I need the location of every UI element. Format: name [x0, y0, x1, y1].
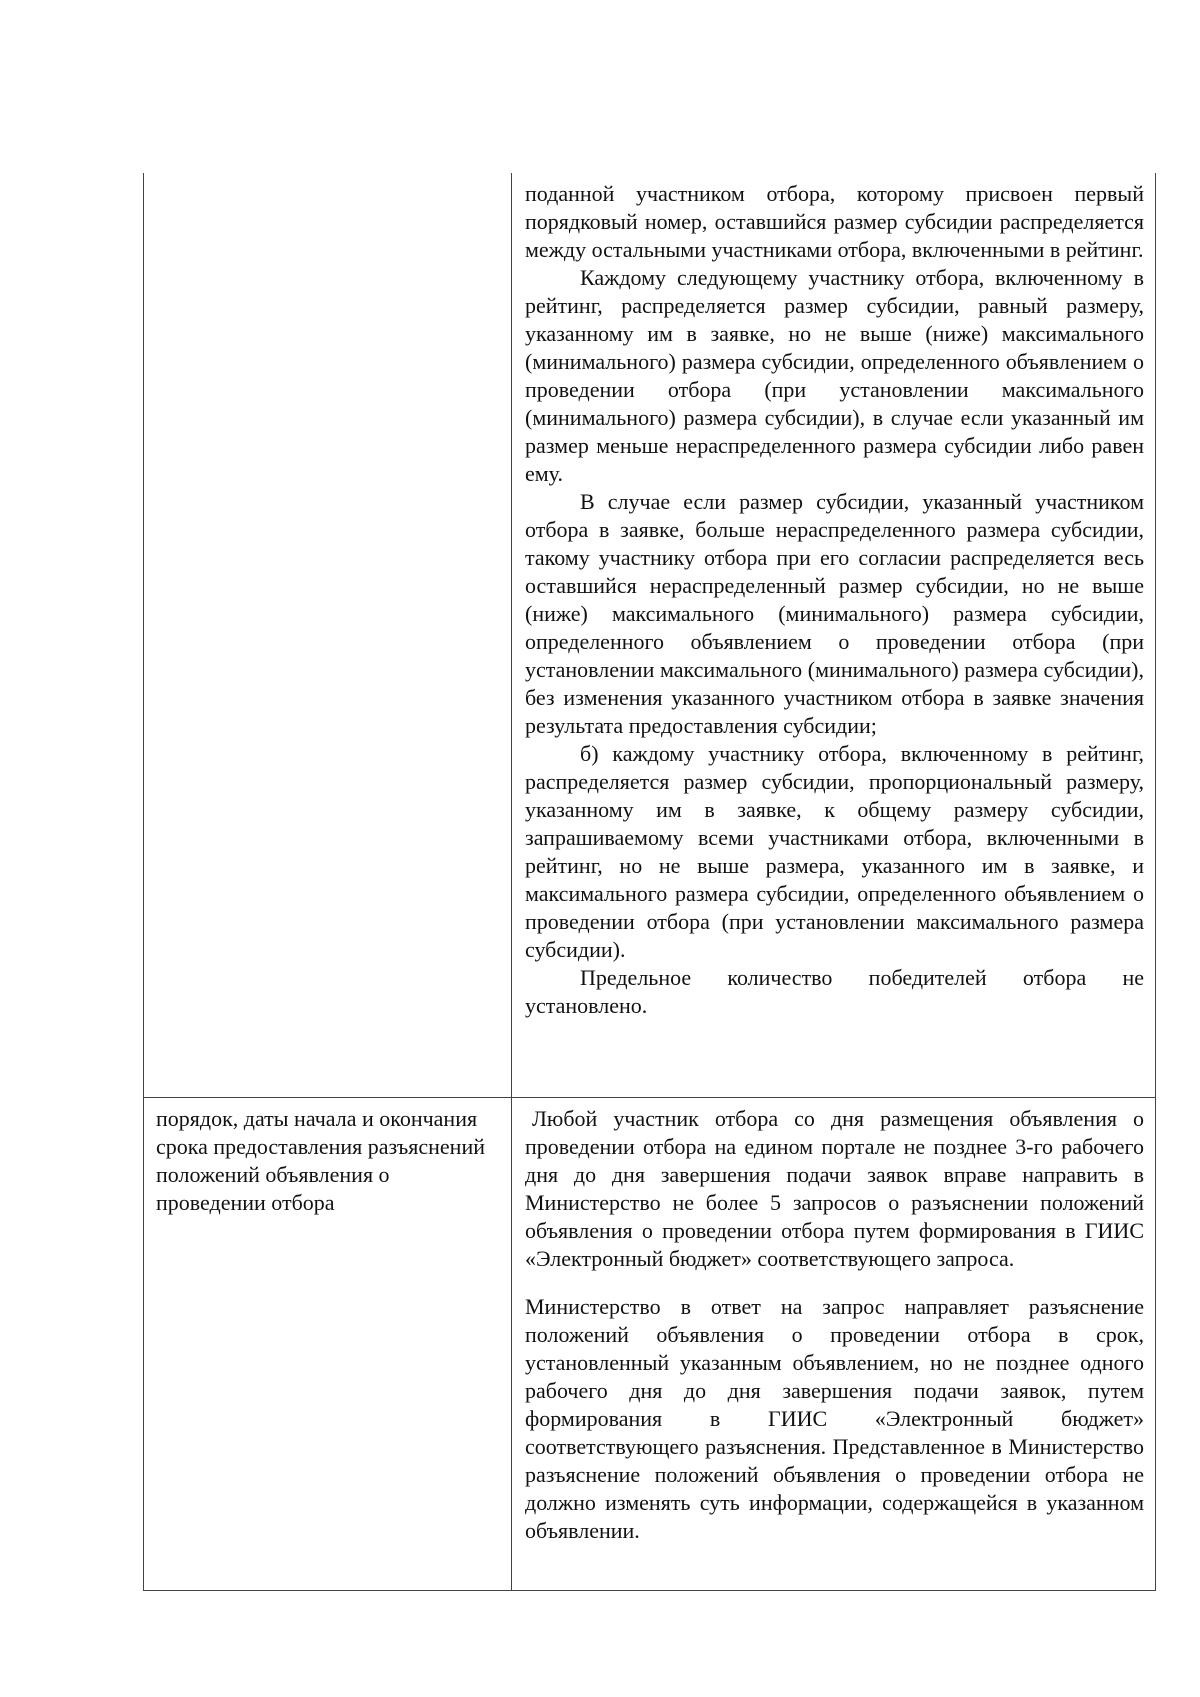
table-row	[144, 1098, 1156, 1591]
row1-paragraph-2: Каждому следующему участнику отбора, включенному в рейтинг, распределяется размер субсидии, равный размеру, указанному им в заявке, но не выше (ниже) максимального (минимального) размера субсидии, определенного объявлением о проведении отбора (при установлении максимального (минимального) размера субсидии), в случае если указанный им размер меньше нераспределенного размера субсидии либо равен ему.	[525, 265, 1144, 486]
row1-paragraph-5: Предельное количество победителей отбора не установлено.	[525, 965, 1144, 1018]
row1-left-text	[145, 174, 510, 180]
row2-left-cell	[144, 1098, 512, 1591]
row2-paragraph-2: Министерство в ответ на запрос направляет разъяснение положений объявления о проведении отбора в срок, установленный указанным объявлением, но не позднее одного рабочего дня до дня завершения подачи заявок, путем формирования в ГИИС «Электронный бюджет» соответствующего разъяснения. Представленное в Министерство разъяснение положений объявления о проведении отбора не должно изменять суть информации, содержащейся в указанном объявлении.	[525, 1294, 1144, 1543]
row2-right-cell	[512, 1098, 1156, 1591]
row2-left-text: порядок, даты начала и окончания срока предоставления разъяснений положений объявления о проведении отбора	[156, 1106, 485, 1215]
row1-paragraph-3: В случае если размер субсидии, указанный участником отбора в заявке, больше нераспределенного размера субсидии, такому участнику отбора при его согласии распределяется весь оставшийся нераспределенный размер субсидии, но не выше (ниже) максимального (минимального) размера субсидии, определенного объявлением о проведении отбора (при установлении максимального (минимального) размера субсидии), без изменения указанного участником отбора в заявке значения результата предоставления субсидии;	[525, 489, 1144, 738]
table-row	[144, 173, 1156, 1098]
row1-right-cell	[512, 173, 1156, 1098]
row1-paragraph-4: б) каждому участнику отбора, включенному в рейтинг, распределяется размер субсидии, пропорциональный размеру, указанному им в заявке, к общему размеру субсидии, запрашиваемому всеми участниками отбора, включенными в рейтинг, но не выше размера, указанного им в заявке, и максимального размера субсидии, определенного объявлением о проведении отбора (при установлении максимального размера субсидии).	[525, 741, 1144, 962]
row2-paragraph-1: Любой участник отбора со дня размещения объявления о проведении отбора на едином портале не позднее 3-го рабочего дня до дня завершения подачи заявок вправе направить в Министерство не более 5 запросов о разъяснении положений объявления о проведении отбора путем формирования в ГИИС «Электронный бюджет» соответствующего запроса.	[525, 1106, 1144, 1271]
row1-left-cell	[144, 173, 512, 1098]
document-table	[143, 173, 1156, 1591]
row1-paragraph-1: поданной участником отбора, которому присвоен первый порядковый номер, оставшийся размер субсидии распределяется между остальными участниками отбора, включенными в рейтинг.	[525, 181, 1144, 262]
